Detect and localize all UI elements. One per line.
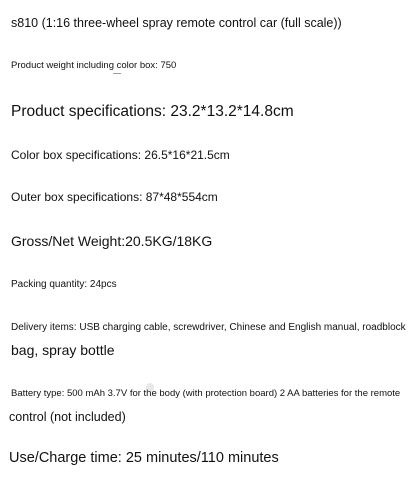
- battery-type-line-1: Battery type: 500 mAh 3.7V for the body (with protection board) 2 AA batteries for the remote: [11, 388, 401, 399]
- scan-mark: [113, 73, 121, 74]
- delivery-items-line-2: bag, spray bottle: [11, 342, 115, 358]
- use-charge-time-line: Use/Charge time: 25 minutes/110 minutes: [9, 450, 279, 466]
- product-specifications-line: Product specifications: 23.2*13.2*14.8cm: [11, 103, 294, 120]
- gross-net-weight-line: Gross/Net Weight:20.5KG/18KG: [11, 233, 213, 249]
- title-line: s810 (1:16 three-wheel spray remote control car (full scale)): [11, 16, 342, 30]
- delivery-items-line-1: Delivery items: USB charging cable, screwdriver, Chinese and English manual, roadblock: [11, 322, 406, 333]
- battery-type-line-2: control (not included): [9, 410, 126, 424]
- outer-box-specifications-line: Outer box specifications: 87*48*554cm: [11, 190, 218, 204]
- product-weight-line: Product weight including color box: 750: [11, 60, 177, 71]
- color-box-specifications-line: Color box specifications: 26.5*16*21.5cm: [11, 148, 230, 162]
- packing-quantity-line: Packing quantity: 24pcs: [11, 279, 117, 290]
